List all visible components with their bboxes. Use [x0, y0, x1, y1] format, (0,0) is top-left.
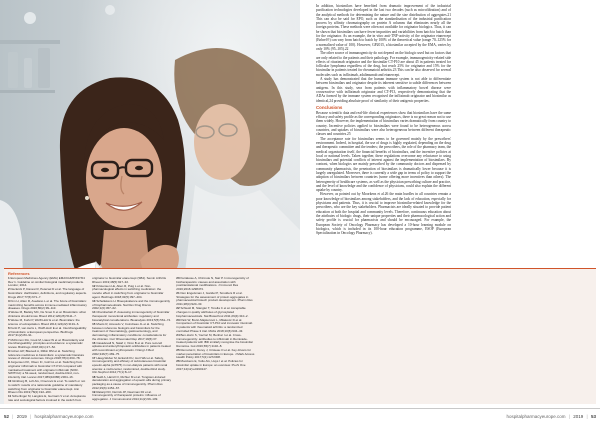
reference-item	[8, 300, 87, 311]
reference-text: Weise M, Bielsky MC, De Smet K et al. Biosimilars: what clinicians should know. Blood 2012;120(26):5111–7.	[8, 310, 86, 319]
reference-text: Weise M, Kurki P, Wolff-Holz E et al. Biosimilars: the science of extrapolation. Blood 2014;124(22):3191–6.	[8, 318, 80, 326]
reference-text: European Medicines Agency (EMA) EMA/CHMP/437/04 Rev 1. Guideline on similar biological medicinal products. London; 2014.	[8, 276, 85, 288]
reference-number: 24	[176, 332, 180, 337]
references-box	[4, 268, 596, 404]
reference-number: 12	[92, 283, 96, 288]
reference-item	[176, 277, 255, 292]
reference-item	[92, 311, 171, 322]
reference-text: Kim H, Alten R, Avedano L et al. The future of biosimilars: maximizing benefits across immune-mediated inflammatory diseases. Drugs 2020;80(2):99–113.	[8, 298, 87, 311]
reference-number: 10	[8, 379, 12, 384]
reference-text: Haag-Weber M, Eckardt KU, Horl WH et al. Safety, immunogenicity and efficacy of subcutaneous biosimilar epoetin-alpha (HX575) in non-dialysis patients with renal anemia: a multi-center, randomized, double-blind study. Clin Nephrol 2012;77(1):8–17.	[92, 355, 168, 375]
references-heading: References	[8, 271, 30, 276]
reference-item	[176, 292, 255, 307]
reference-text: Casadevall N, Nataf J, Viron B et al. Pure red-cell aplasia and antierythropoietin antibodies in patients treated with recombinant erythropoietin. N Engl J Med 2002;346(7):469–75.	[92, 340, 171, 356]
article-paragraph: Because scientific data and real-life clinical experiences show that biosimilars have the same efficacy and safety profile as the corresponding originators, there is no great reason not to use them widely. However, the implementation of biosimilars varies dramatically from country to country. Incentive policies applied to biosimilars were found to be heterogeneous across countries, and uptakes of biosimilars were also heterogeneous between different therapeutic classes and countries.25	[316, 110, 451, 137]
footer-right: hospitalpharmacyeurope.com | 2019 | 53	[506, 414, 596, 419]
footer-year-right: 2019	[573, 414, 584, 419]
reference-number: 6	[8, 326, 10, 331]
reference-number: 23	[176, 317, 180, 322]
article-paragraph: However, as pointed out by Moorkens et al.26 the main hurdles in all countries remain a poor knowledge of biosimilars among stakeholders, and the lack of education, especially for physicians and patients. Thus, it is crucial to improve biosimilar-related knowledge for the prescribers, who are the key stakeholders. Pharmacists are ideally situated to provide patient education at both the hospital and community levels. Therefore, continuous education about the attributes of biologic drugs, their unique properties and their pharmacological action and safety profile is crucial for pharmacists and should be encouraged. For example, the European Society of Oncology Pharmacy has developed a 10-hour learning module on biologics, which is included in its 100-hour education programme, ESOP (European Specialization in Oncology Pharmacy).	[316, 192, 451, 236]
reference-number: 4	[8, 310, 10, 315]
reference-item	[8, 380, 87, 395]
reference-item	[176, 349, 255, 360]
reference-number: 19	[92, 389, 96, 394]
reference-number: 3	[8, 298, 10, 303]
reference-text: Remuzat C, Dorey J, Cristeau O et al. Key drivers for market penetration of biosimilars in Europe. J Mark Access Health Policy 2017;5(1):1272308.	[176, 347, 255, 360]
reference-number: 13	[92, 298, 96, 303]
article-paragraph: The other source of immunogenicity do not depend on the biologic used but on factors that are only related to the patients and their pathology. For example, immunogenicity-related side effects of rituximab originator and the biosimilar CT-P10 are about 45 in patients treated for follicular lymphoma regardless of the drug, but reach 25% for originator and 15% for the biosimilar in patients treated for rheumatoid arthritis.23 This can be also observed for several molecules such as infliximab, adalimumab and etanercept.	[316, 51, 451, 77]
reference-text: Jorgensen KK, Olsen IC, Goll GL et al. Switching from originator infliximab to biosimilar CT-P13 compared with maintained treatment with originator infliximab (NOR-SWITCH): a 52-week, randomised, double-blind, non-inferiority trial. Lancet 2017;389(10086):2304–16.	[8, 360, 83, 380]
reference-item	[8, 288, 87, 299]
reference-item	[8, 327, 87, 338]
reference-text: Ben-Horin S, Yavzori M, Benhar I et al. Cross-immunogenicity: antibodies to infliximab in Remicade-treated patients with IBD similarly recognise the biosimilar Remsima. Gut 2016;65(7):1132–8.	[176, 332, 253, 348]
reference-item	[8, 339, 87, 350]
reference-item	[8, 350, 87, 361]
reference-number: 7	[8, 337, 10, 342]
reference-number: 8	[8, 348, 10, 353]
reference-item	[8, 277, 87, 288]
reference-item	[92, 300, 171, 311]
reference-item	[176, 319, 255, 334]
reference-text: Schiestl M, Stangler T, Torella C et al. Acceptable changes in quality attributes of glycosylated biopharmaceuticals. Nat Biotechnol 2011;29(4):310–2.	[176, 306, 249, 318]
reference-number: 15	[92, 321, 96, 326]
reference-number: 22	[176, 306, 180, 311]
footer-left: 52 | 2019 | hospitalpharmacyeurope.com	[4, 414, 94, 419]
article-body	[316, 4, 594, 268]
reference-number: 5	[8, 318, 10, 323]
reference-number: 20	[176, 276, 180, 280]
references-list	[8, 277, 592, 403]
reference-text: Moots R, Azevedo V, Coindreau JL et al. Switching between reference biologics and biosimilars for the treatment of rheumatology, gastroenterology, and dermatology inflammatory conditions: considerations for the clinician. Curr Rheumatol Rep 2017;19(6):37.	[92, 321, 167, 341]
article-paragraph: The acceptance rate for biosimilars seems to be governed mainly by the prescribers' environment. Indeed, in hospital, the use of drugs is highly regulated, depending on the drug and therapeutic committee and the tenders; the prescribers, the role of the pharmacy team, the medical organisation itself, the financial benefits of biosimilars, and the incentive policies at local or national levels. Taken together, these regulations overcome any reluctance to using biosimilars and potential conflicts of interest against the implementation of biosimilars. By contrast, when biologics are mainly prescribed by the community doctors and dispensed by community pharmacists, the penetration of biosimilars is dramatically lower because it is largely unregulated. Moreover, there is currently a wide gap in terms of policy to support the adoption of biosimilars between countries (some offering more incentives than others). The heterogeneity of healthcare systems, as well as the physician prescribing culture and practice, and the level of knowledge and the confidence of physicians, could also explain the different uptake by country.	[316, 136, 451, 193]
reference-item	[92, 285, 171, 300]
footer-site-right[interactable]: hospitalpharmacyeurope.com	[506, 414, 566, 419]
section-heading-conclusions: Conclusions	[316, 104, 343, 110]
reference-item	[92, 391, 171, 402]
reference-number: 26	[176, 359, 180, 364]
lab-shelf	[0, 40, 60, 44]
reference-number: 16	[92, 340, 96, 345]
reference-number: 21	[176, 291, 180, 296]
reference-item	[8, 361, 87, 379]
article-paragraph: In addition, biosimilars have benefited from dramatic improvement of the industrial purification technologies developed in the last two decades (such as microfiltration) and of the analytical methods for determining the nature and the size distribution of aggregates.21 This can also be said for EPO, such as the standardisation of the industrial purification process by affinity chromatography on protein A columns that eliminates nearly all the foreign proteins. These methods were often not available for originator biologics. Thus, it can be shown that biosimilars can have fewer impurities and variabilities from batch to batch than for the originator. As an example, the in vitro anti-TNF-activity of the originator etanercept (Enbrel®) can vary from batch to batch by 100% of the theoretical value (range 70–125% for a normalised value of 100). However, GP2015, a biosimilar accepted by the EMA, varies by only 10% (95–105).22	[316, 4, 451, 51]
page-number-right: 53	[590, 414, 596, 419]
reference-number: 18	[92, 374, 96, 379]
reference-text: Chamberlain P. Assessing immunogenicity of biosimilar therapeutic monoclonal antibodies: regulatory and bioanalytical considerations. Bioanalysis 2013;5(5):561–74.	[92, 310, 172, 322]
article-paragraph: A study has demonstrated that the human immune system is not able to differentiate between biosimilars and originator despite its inherent sensitive to subtle differences between antigens. In this study, sera from patients with inflammatory bowel disease were crossreactive with infliximab originator and CT-P13, respectively demonstrating that the ADAs formed by the immune system recognised the infliximab originator and biosimilar as identical,24 providing absolute proof of similarity of their antigenic properties.	[316, 77, 451, 103]
reference-text: Kuriakose A, Chirmule N, Nair P. Immunogenicity of biotherapeutics: causes and association with posttranslational modifications. J Immunol Res 2016;2016:1298473.	[176, 276, 249, 291]
page-number-left: 52	[4, 414, 10, 419]
reference-item	[92, 342, 171, 357]
reference-number: 9	[8, 360, 10, 365]
reference-text: Glintborg B, Loft AG, Omerovic E et al. To switch or not to switch: results of a nationwide guideline of mandatory switching from originator to biosimilar etanercept. Ann Rheum Dis 2019;78(2):192–200.	[8, 379, 86, 395]
reference-number: 14	[92, 310, 96, 315]
reference-number: 17	[92, 355, 96, 360]
footer-site-left[interactable]: hospitalpharmacyeurope.com	[34, 414, 94, 419]
reference-number: 11	[8, 394, 12, 399]
reference-text: McKinnon RA, Cook M, Liauw W et al. Biosimilarity and interchangeability: principles and evidence: a systematic review. BioDrugs 2018;32(1):27–52.	[8, 337, 85, 349]
reference-item	[92, 323, 171, 341]
reference-text: Moorkens E, Vulto AG, Huys I et al. Policies for biosimilar uptake in Europe: an overview. PLoS One 2017;12(12):e0190147.	[176, 359, 246, 371]
page-footer	[0, 408, 600, 425]
reference-text: Scherlinger M, Langlois E, Germain V et al. Acceptance rate and sociological factors involved in the switch from originator to biosimilar etanercept (SB4). Semin Arthritis Rheum 2019;48(5):927–32.	[8, 276, 167, 402]
reference-text: Cohen HP, Blauvelt A, Rifkin RM et al. Switching reference medicines to biosimilars: a systematic literature review of clinical outcomes. Drugs 2018;78(4):463–78.	[8, 348, 85, 361]
footer-year-left: 2019	[16, 414, 27, 419]
reference-text: Den Engelsman J, Garidel P, Smulders R et al. Strategies for the assessment of protein aggregates in pharmaceutical biotech product development. Pharm Res 2011;28(4):920–33.	[176, 291, 253, 307]
reference-item	[92, 357, 171, 375]
reference-item	[176, 334, 255, 349]
reference-text: Kurki P, van Aerts L, Wolff-Holz E et al. Interchangeability of biosimilars: a European perspective. BioDrugs 2017;31(2):83–91.	[8, 326, 87, 338]
reference-number: 2	[8, 287, 10, 292]
reference-text: Kristensen LE, Alten R, Puig L et al. Non-pharmacological effects in switching medication: the nocebo effect in switching from originator to biosimilar agent. BioDrugs 2018;32(5):397–404.	[92, 283, 164, 299]
reference-item	[92, 376, 171, 391]
reference-item	[176, 307, 255, 318]
reference-item	[176, 360, 255, 371]
reference-text: Schellekens H. Bioequivalence and the immunogenicity of biopharmaceuticals. Nat Rev Drug Discov 2002;1(6):457–62.	[92, 298, 171, 311]
reference-text: Ratanji KD, Derrick JP, Dearman RJ et al. Immunogenicity of therapeutic proteins: influence of aggregation. J Immunotoxicol 2014;11(2):99–109.	[92, 389, 161, 401]
reference-number: 25	[176, 347, 180, 352]
reference-text: Park W, Bozic-Majstorovic L, Milakovic D et al. Comparison of biosimilar CT-P10 and innovator rituximab in patients with rheumatoid arthritis: a randomized controlled Phase 3 trial. MAbs 2018;10(6):934–43.	[176, 317, 253, 333]
reference-text: Declerck P, Danesi R, Petersel D et al. The language of biosimilars: clarification, definitions, and regulatory aspects. Drugs 2017;77(6):671–7.	[8, 287, 87, 299]
reference-number: 1	[8, 276, 10, 280]
reference-text: Seidl A, Hainzl O, Richter M et al. Tungsten-induced denaturation and aggregation of epoetin alfa during primary packaging as a cause of immunogenicity. Pharm Res 2012;29(6):1454–67.	[92, 374, 172, 390]
